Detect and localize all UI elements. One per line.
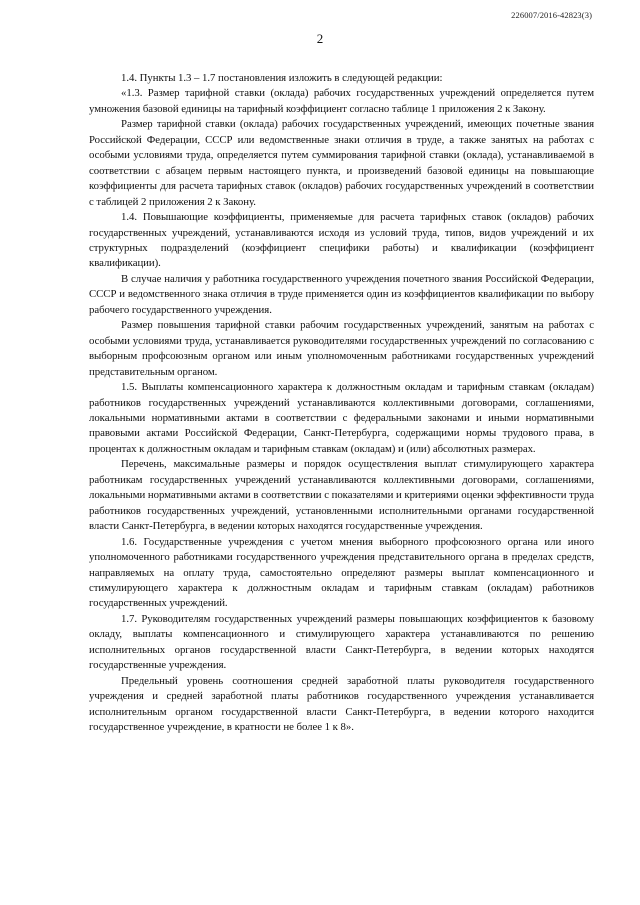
paragraph-1-6: 1.6. Государственные учреждения с учетом мнения выборного профсоюзного органа или иного уполномоченного работниками государственного учреждения представительного органа в пределах средств, направляемых на оплату труда, самостоятельно определяют размеры выплат компенсационного и стимулирующего характера к должностным окладам и тарифным ставкам (окладам) работников государственных учреждений. bbox=[89, 535, 594, 610]
page-number: 2 bbox=[316, 31, 324, 46]
paragraph-1-7: 1.7. Руководителям государственных учреждений размеры повышающих коэффициентов к базовому окладу, выплаты компенсационного и стимулирующего характера устанавливаются по решению исполнительных органов государственной власти Санкт-Петербурга, в ведении которых находятся государственные учреждения. bbox=[89, 612, 594, 672]
document-id: 226007/2016-42823(3) bbox=[511, 10, 592, 20]
paragraph-1-3: «1.3. Размер тарифной ставки (оклада) рабочих государственных учреждений определяется путем умножения базовой единицы на тарифный коэффициент согласно таблице 1 приложения 2 к Закону. bbox=[89, 87, 594, 115]
paragraph-1-4: 1.4. Повышающие коэффициенты, применяемые для расчета тарифных ставок (окладов) рабочих государственных учреждений, устанавливаются исходя из условий труда, типов, видов учреждений и их структурных подразделений (коэффициент специфики работы) и квалификации (коэффициент квалификации). bbox=[89, 211, 594, 270]
paragraph-1-4-special-conditions: Размер повышения тарифной ставки рабочим государственных учреждений, занятым на работах с особыми условиями труда, устанавливается руководителями государственных учреждений по согласованию с выборным профсоюзным органом или иным уполномоченным работниками государственных учреждений представительным органом. bbox=[89, 319, 594, 378]
paragraph-1-4-honorary: В случае наличия у работника государственного учреждения почетного звания Российской Федерации, СССР и ведомственного знака отличия в труде применяется один из коэффициентов квалификации по выбору рабочего государственного учреждения. bbox=[89, 272, 594, 316]
paragraph-1-3-second: Размер тарифной ставки (оклада) рабочих государственных учреждений, имеющих почетные звания Российской Федерации, СССР или ведомственные знаки отличия в труде, а также занятых на работах с особыми условиями труда, определяется путем суммирования тарифной ставки (оклада), устанавливаемой в соответствии с абзацем первым настоящего пункта, и произведений базовой единицы на повышающие коэффициенты для расчета тарифных ставок (окладов) рабочих государственных учреждений в соответствии с таблицей 2 приложения 2 к Закону. bbox=[89, 118, 594, 208]
paragraph-1-5: 1.5. Выплаты компенсационного характера к должностным окладам и тарифным ставкам (окладам) работников государственных учреждений устанавливаются коллективными договорами, соглашениями, локальными нормативными актами в соответствии с федеральными законами и иными нормативными правовыми актами Российской Федерации, Санкт-Петербурга, содержащими нормы трудового права, в процентах к должностным окладам и тарифным ставкам (окладам) и (или) абсолютных размерах. bbox=[89, 381, 594, 455]
paragraph-1-4-intro: 1.4. Пункты 1.3 – 1.7 постановления изложить в следующей редакции: bbox=[121, 72, 443, 84]
paragraph-1-5-incentives: Перечень, максимальные размеры и порядок осуществления выплат стимулирующего характера работникам государственных учреждений устанавливаются коллективными договорами, соглашениями, локальными нормативными актами в соответствии с показателями и критериями оценки эффективности труда работников государственных учреждений, установленными исполнительными органами государственной власти Санкт-Петербурга, в ведении которых находятся государственные учреждения. bbox=[89, 458, 594, 533]
document-body bbox=[89, 71, 594, 735]
paragraph-1-7-ratio: Предельный уровень соотношения средней заработной платы руководителя государственного учреждения и средней заработной платы работников государственного учреждения устанавливается исполнительным органом государственной власти Санкт-Петербурга, в ведении которого находится государственное учреждение, в кратности не более 1 к 8». bbox=[89, 674, 594, 734]
